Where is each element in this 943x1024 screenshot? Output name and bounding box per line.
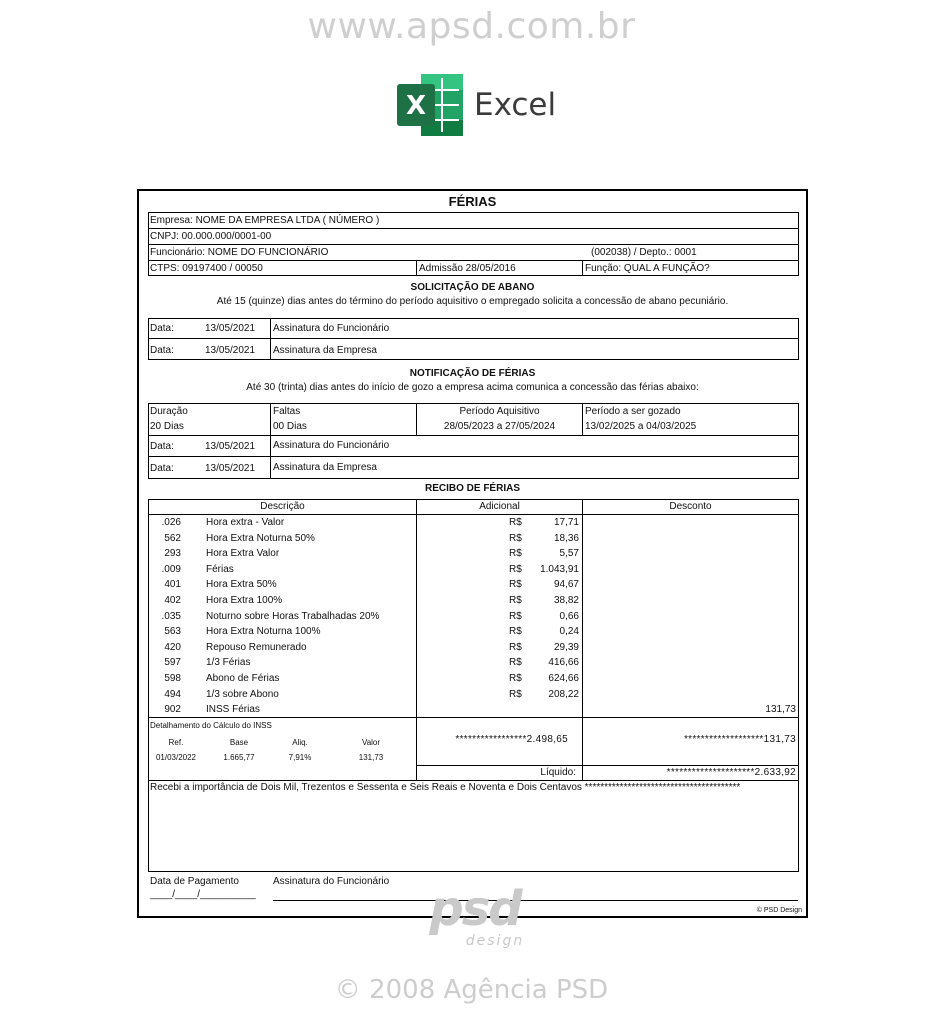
item-currency: R$ [509,673,522,684]
item-code: .035 [161,610,181,622]
total-adicional: *****************2.498,65 [455,734,568,745]
funcao-field: Função: QUAL A FUNÇÃO? [585,263,710,274]
item-adicional: 5,57 [559,548,579,560]
vacation-form [137,189,808,918]
item-adicional: 208,22 [548,688,579,700]
notificacao-date-value: 13/05/2021 [205,463,256,474]
item-code: 293 [164,548,181,560]
abono-text: Até 15 (quinze) dias antes do término do período aquisitivo o empregado solicita a concessão de abano pecuniário. [216,296,729,307]
excel-icon [397,72,465,138]
pagamento-label: Data de Pagamento [150,876,239,887]
inss-header-ref: Ref. [168,738,184,747]
item-currency: R$ [509,657,522,669]
liquido-label: Líquido: [540,767,576,778]
inss-value-aliq: 7,91% [288,753,312,762]
item-description: Hora Extra 50% [206,579,277,591]
item-code: 494 [164,688,181,700]
cnpj-field: CNPJ: 00.000.000/0001-00 [150,231,272,242]
item-description: Hora Extra Noturna 100% [206,626,321,638]
svg-text:X: X [405,91,427,121]
item-adicional: 18,36 [553,532,579,544]
item-code: 563 [164,626,181,638]
item-description: Noturno sobre Horas Trabalhadas 20% [206,610,380,622]
notificacao-signature-empresa: Assinatura da Empresa [273,462,377,473]
item-adicional: 17,71 [553,517,579,528]
faltas-label: Faltas [273,406,301,417]
col-desconto: Desconto [669,501,712,512]
item-currency: R$ [509,626,522,638]
item-description: INSS Férias [206,704,260,716]
funcionario-field: Funcionário: NOME DO FUNCIONÁRIO [150,247,329,258]
item-code: 598 [164,673,181,684]
item-currency: R$ [509,517,522,528]
item-adicional: 94,67 [553,579,579,591]
psd-watermark-small: design [465,933,525,949]
gozo-value: 13/02/2025 a 04/03/2025 [585,421,697,432]
excel-logo [397,72,556,138]
abono-date-label: Data: [150,323,174,334]
item-code: 420 [164,641,181,653]
item-adicional: 38,82 [553,595,579,606]
copyright-watermark: © 2008 Agência PSD [334,975,609,1005]
abono-heading: SOLICITAÇÃO DE ABANO [410,282,535,293]
aquisitivo-label: Período Aquisitivo [459,406,540,417]
item-adicional: 416,66 [548,657,579,669]
abono-signature-empresa: Assinatura da Empresa [273,345,377,356]
total-desconto: *******************131,73 [683,734,796,745]
abono-date-value: 13/05/2021 [205,323,256,334]
inss-header-valor: Valor [361,738,381,747]
inss-value-valor: 131,73 [358,753,384,762]
item-code: 562 [164,532,181,544]
abono-date-value: 13/05/2021 [205,345,256,356]
item-description: 1/3 sobre Abono [206,688,279,700]
item-currency: R$ [509,532,522,544]
inss-header-base: Base [229,738,249,747]
item-adicional: 0,66 [559,610,579,622]
notificacao-text: Até 30 (trinta) dias antes do início de gozo a empresa acima comunica a concessão das férias abaixo: [246,382,699,393]
item-adicional: 1.043,91 [540,563,579,575]
item-adicional: 29,39 [553,641,579,653]
notificacao-heading: NOTIFICAÇÃO DE FÉRIAS [409,368,536,379]
empresa-field: Empresa: NOME DA EMPRESA LTDA ( NÚMERO ) [150,215,380,226]
item-adicional: 0,24 [559,626,579,638]
item-code: 401 [164,579,181,591]
abono-date-label: Data: [150,345,174,356]
item-code: 402 [164,595,181,606]
item-code: 597 [164,657,181,669]
item-code: 902 [164,704,181,716]
item-description: Repouso Remunerado [206,641,307,653]
item-description: Férias [206,563,234,575]
site-watermark: www.apsd.com.br [307,6,636,47]
item-code: .026 [161,517,181,528]
inss-title: Detalhamento do Cálculo do INSS [150,721,272,730]
ctps-field: CTPS: 09197400 / 00050 [150,263,263,274]
liquido-value: *********************2.633,92 [666,767,796,778]
item-currency: R$ [509,579,522,591]
item-adicional: 624,66 [548,673,579,684]
item-currency: R$ [509,548,522,560]
col-descricao: Descrição [260,501,305,512]
assinatura-label: Assinatura do Funcionário [273,876,390,887]
faltas-value: 00 Dias [273,421,307,432]
admissao-field: Admissão 28/05/2016 [419,263,516,274]
form-title: FÉRIAS [448,194,497,209]
inss-header-aliq: Aliq. [292,738,308,747]
item-description: Hora Extra Noturna 50% [206,532,315,544]
pagamento-blank[interactable]: ____/____/__________ [150,889,256,900]
recibo-heading: RECIBO DE FÉRIAS [424,483,520,494]
item-desconto: 131,73 [765,704,796,716]
item-code: .009 [161,563,181,575]
item-description: Hora Extra Valor [206,548,280,560]
item-description: Hora extra - Valor [206,517,285,528]
item-description: Abono de Férias [206,673,280,684]
psd-watermark [400,881,550,949]
notificacao-date-label: Data: [150,463,174,474]
codigo-depto-field: (002038) / Depto.: 0001 [591,247,697,258]
item-currency: R$ [509,595,522,606]
inss-value-ref: 01/03/2022 [155,753,197,762]
psd-watermark-big: psd [429,881,521,937]
col-adicional: Adicional [479,501,520,512]
duracao-label: Duração [150,406,188,417]
duracao-value: 20 Dias [150,421,184,432]
notificacao-date-value: 13/05/2021 [205,441,256,452]
item-currency: R$ [509,610,522,622]
item-description: Hora Extra 100% [206,595,283,606]
item-currency: R$ [509,563,522,575]
aquisitivo-value: 28/05/2023 a 27/05/2024 [443,421,556,432]
item-description: 1/3 Férias [206,657,251,669]
recebi-text: Recebi a importância de Dois Mil, Trezentos e Sessenta e Seis Reais e Noventa e Dois Centavos **************************************** [150,782,741,793]
notificacao-signature-funcionario: Assinatura do Funcionário [273,440,390,451]
gozo-label: Período a ser gozado [585,406,681,417]
item-currency: R$ [509,688,522,700]
excel-label: Excel [474,87,557,123]
item-currency: R$ [509,641,522,653]
notificacao-date-label: Data: [150,441,174,452]
abono-signature-funcionario: Assinatura do Funcionário [273,323,390,334]
inss-value-base: 1.665,77 [223,753,255,762]
doc-copyright: © PSD Design [756,907,802,914]
